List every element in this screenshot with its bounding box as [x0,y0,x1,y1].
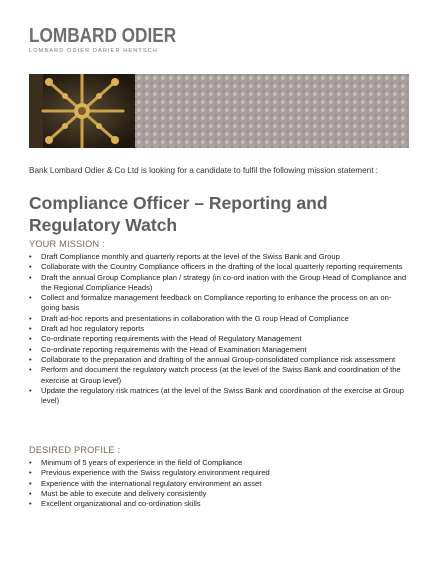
decorative-pattern [135,74,409,148]
list-item: • Must be able to execute and delivery consistently [29,489,409,499]
mission-list [29,252,409,406]
logo [29,26,200,54]
logo-wordmark: LOMBARD ODIER [29,25,177,47]
list-item: • Draft ad hoc regulatory reports [29,324,409,334]
profile-list [29,458,409,509]
list-item: • Collect and formalize management feedback on Compliance reporting to enhance the process on an on-going basis [29,293,409,314]
logo-tagline: LOMBARD ODIER DARIER HENTSCH [29,48,159,54]
intro-text: Bank Lombard Odier & Co Ltd is looking for a candidate to fulfil the following mission statement : [29,166,379,175]
header-banner [29,74,409,148]
list-item: • Draft Compliance monthly and quarterly reports at the level of the Swiss Bank and Group [29,252,409,262]
list-item: • Draft ad-hoc reports and presentations in collaboration with the G roup Head of Compliance [29,314,409,324]
list-item: • Previous experience with the Swiss regulatory environment required [29,468,409,478]
list-item: • Collaborate to the preparation and drafting of the annual Group-consolidated compliance risk assessment [29,355,409,365]
list-item: • Perform and document the regulatory watch process (at the level of the Swiss Bank and coordination of the exercise at Group level) [29,365,409,386]
ornamental-gate-image [29,74,135,148]
list-item: • Collaborate with the Country Compliance officers in the drafting of the local quarterly reporting requirements [29,262,409,272]
list-item: • Draft the annual Group Compliance plan / strategy (in co-ord ination with the Group Head of Compliance and the Regional Compliance Heads) [29,273,409,294]
list-item: • Minimum of 5 years of experience in the field of Compliance [29,458,409,468]
list-item: • Experience with the international regulatory environment an asset [29,479,409,489]
mission-heading: YOUR MISSION : [29,239,105,249]
page-title: Compliance Officer – Reporting and Regulatory Watch [29,193,328,235]
list-item: • Co-ordinate reporting requirements with the Head of Examination Management [29,345,409,355]
profile-heading: DESIRED PROFILE : [29,445,121,455]
list-item: • Co-ordinate reporting requirements with the Head of Regulatory Management [29,334,409,344]
list-item: • Excellent organizational and co-ordination skills [29,499,409,509]
list-item: • Update the regulatory risk matrices (at the level of the Swiss Bank and coordination of the exercise at Group level) [29,386,409,407]
